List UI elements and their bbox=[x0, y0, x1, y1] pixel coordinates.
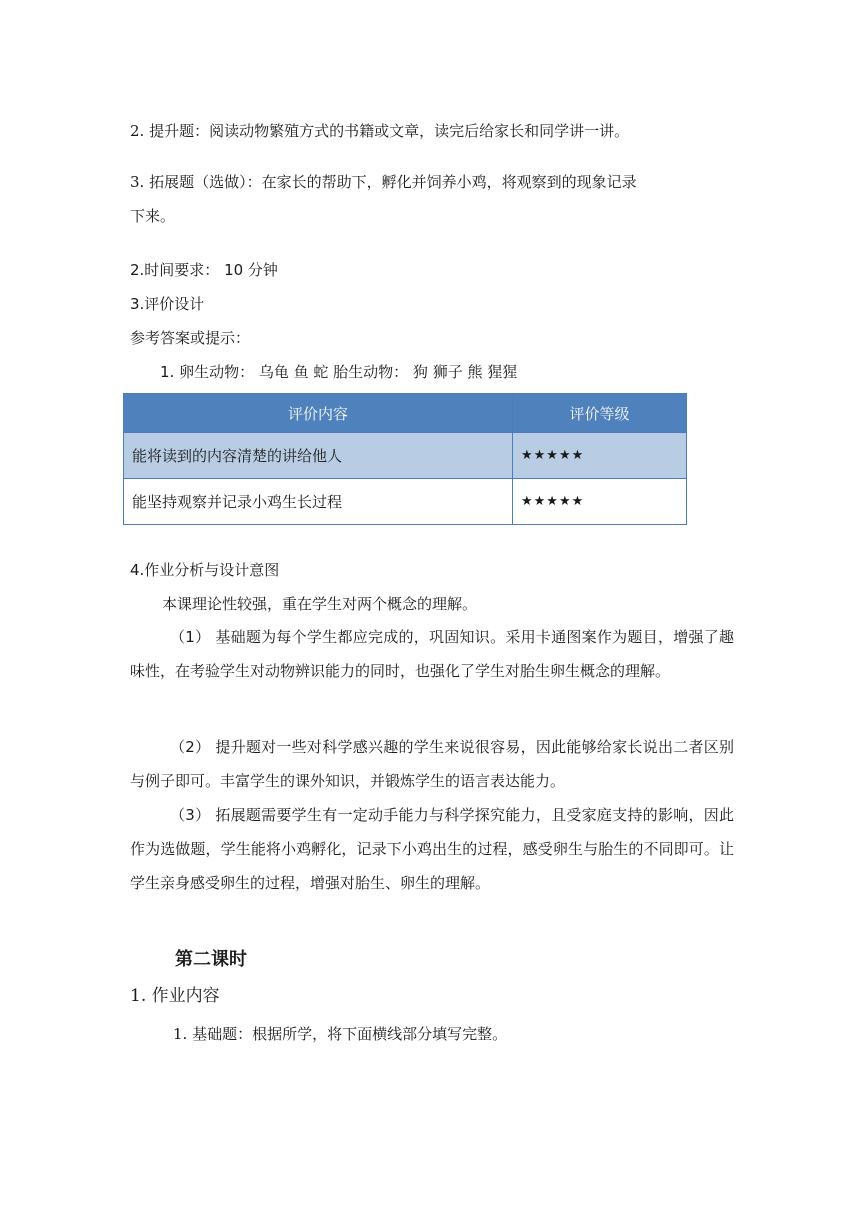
lesson-2-section: 1. 作业内容 bbox=[130, 986, 220, 1006]
answer-line-1: 1. 卵生动物： 乌龟 鱼 蛇 胎生动物： 狗 狮子 熊 猩猩 bbox=[160, 363, 518, 381]
analysis-paragraph-1: （1） 基础题为每个学生都应完成的，巩固知识。采用卡通图案作为题目，增强了趣味性，在考验学生对动物辨识能力的同时，也强化了学生对胎生卵生概念的理解。 bbox=[130, 628, 734, 680]
lesson-2-title: 第二课时 bbox=[175, 949, 247, 970]
evaluation-table bbox=[123, 393, 687, 525]
header-content: 评价内容 bbox=[124, 394, 513, 433]
analysis-heading: 4.作业分析与设计意图 bbox=[130, 561, 280, 579]
task-improve-text: 2. 提升题：阅读动物繁殖方式的书籍或文章，读完后给家长和同学讲一讲。 bbox=[130, 122, 630, 140]
table-row bbox=[124, 433, 687, 479]
reference-answer-label: 参考答案或提示： bbox=[130, 329, 251, 347]
time-requirement: 2.时间要求： 10 分钟 bbox=[130, 261, 278, 279]
task-extend-text: 3. 拓展题（选做）：在家长的帮助下，孵化并饲养小鸡，将观察到的现象记录 bbox=[130, 173, 637, 191]
star-rating: ★★★★★ bbox=[513, 479, 687, 525]
evaluation-design-heading: 3.评价设计 bbox=[130, 295, 205, 313]
row-content: 能坚持观察并记录小鸡生长过程 bbox=[124, 479, 513, 525]
task-extend-text-cont: 下来。 bbox=[130, 207, 176, 225]
star-rating: ★★★★★ bbox=[513, 433, 687, 479]
table-row bbox=[124, 479, 687, 525]
analysis-intro: 本课理论性较强，重在学生对两个概念的理解。 bbox=[162, 595, 478, 613]
lesson-2-basic-task: 1. 基础题：根据所学，将下面横线部分填写完整。 bbox=[173, 1025, 508, 1043]
analysis-paragraph-3: （3） 拓展题需要学生有一定动手能力与科学探究能力，且受家庭支持的影响，因此作为选做题，学生能将小鸡孵化，记录下小鸡出生的过程，感受卵生与胎生的不同即可。让学生亲身感受卵生的过程，增强对胎生、卵生的理解。 bbox=[130, 806, 734, 892]
table-header-row bbox=[124, 394, 687, 433]
analysis-paragraph-2: （2） 提升题对一些对科学感兴趣的学生来说很容易，因此能够给家长说出二者区别与例子即可。丰富学生的课外知识，并锻炼学生的语言表达能力。 bbox=[130, 738, 734, 790]
header-rating: 评价等级 bbox=[513, 394, 687, 433]
row-content: 能将读到的内容清楚的讲给他人 bbox=[124, 433, 513, 479]
